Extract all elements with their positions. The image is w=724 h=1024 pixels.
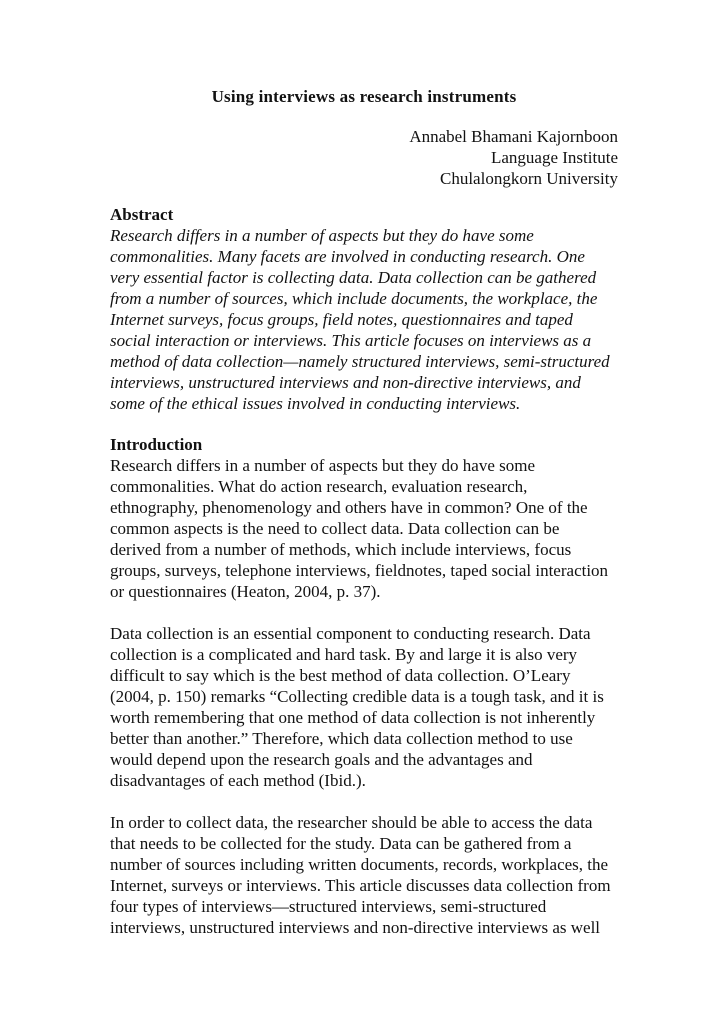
abstract-heading: Abstract	[110, 205, 174, 224]
author-block	[110, 126, 618, 189]
abstract-section	[110, 204, 618, 414]
author-university: Chulalongkorn University	[439, 169, 618, 188]
author-institute: Language Institute	[491, 148, 618, 167]
body-paragraph-3: In order to collect data, the researcher should be able to access the data that needs to be collected for the study. Data can be gathered from a number of sources including written documents, records, workplaces, the Internet, surveys or interviews. This article discusses data collection from four types of interviews—structured interviews, semi-structured interviews, unstructured interviews and non-directive interviews as well	[110, 813, 611, 937]
author-name: Annabel Bhamani Kajornboon	[409, 127, 618, 146]
introduction-paragraph-1: Research differs in a number of aspects but they do have some commonalities. What do action research, evaluation research, ethnography, phenomenology and others have in common? One of the common aspects is the need to collect data. Data collection can be derived from a number of methods, which include interviews, focus groups, surveys, telephone interviews, fieldnotes, taped social interaction or questionnaires (Heaton, 2004, p. 37).	[110, 456, 609, 601]
introduction-section	[110, 434, 618, 602]
introduction-heading: Introduction	[110, 435, 203, 454]
body-paragraph-2: Data collection is an essential component to conducting research. Data collection is a complicated and hard task. By and large it is also very difficult to say which is the best method of data collection. O’Leary (2004, p. 150) remarks “Collecting credible data is a tough task, and it is worth remembering that one method of data collection is not inherently better than another.” Therefore, which data collection method to use would depend upon the research goals and the advantages and disadvantages of each method (Ibid.).	[110, 624, 604, 790]
paper-title: Using interviews as research instruments	[211, 87, 517, 106]
abstract-text: Research differs in a number of aspects but they do have some commonalities. Many facets are involved in conducting research. One very essential factor is collecting data. Data collection can be gathered from a number of sources, which include documents, the workplace, the Internet surveys, focus groups, field notes, questionnaires and taped social interaction or interviews. This article focuses on interviews as a method of data collection—namely structured interviews, semi-structured interviews, unstructured interviews and non-directive interviews, and some of the ethical issues involved in conducting interviews.	[110, 226, 610, 413]
